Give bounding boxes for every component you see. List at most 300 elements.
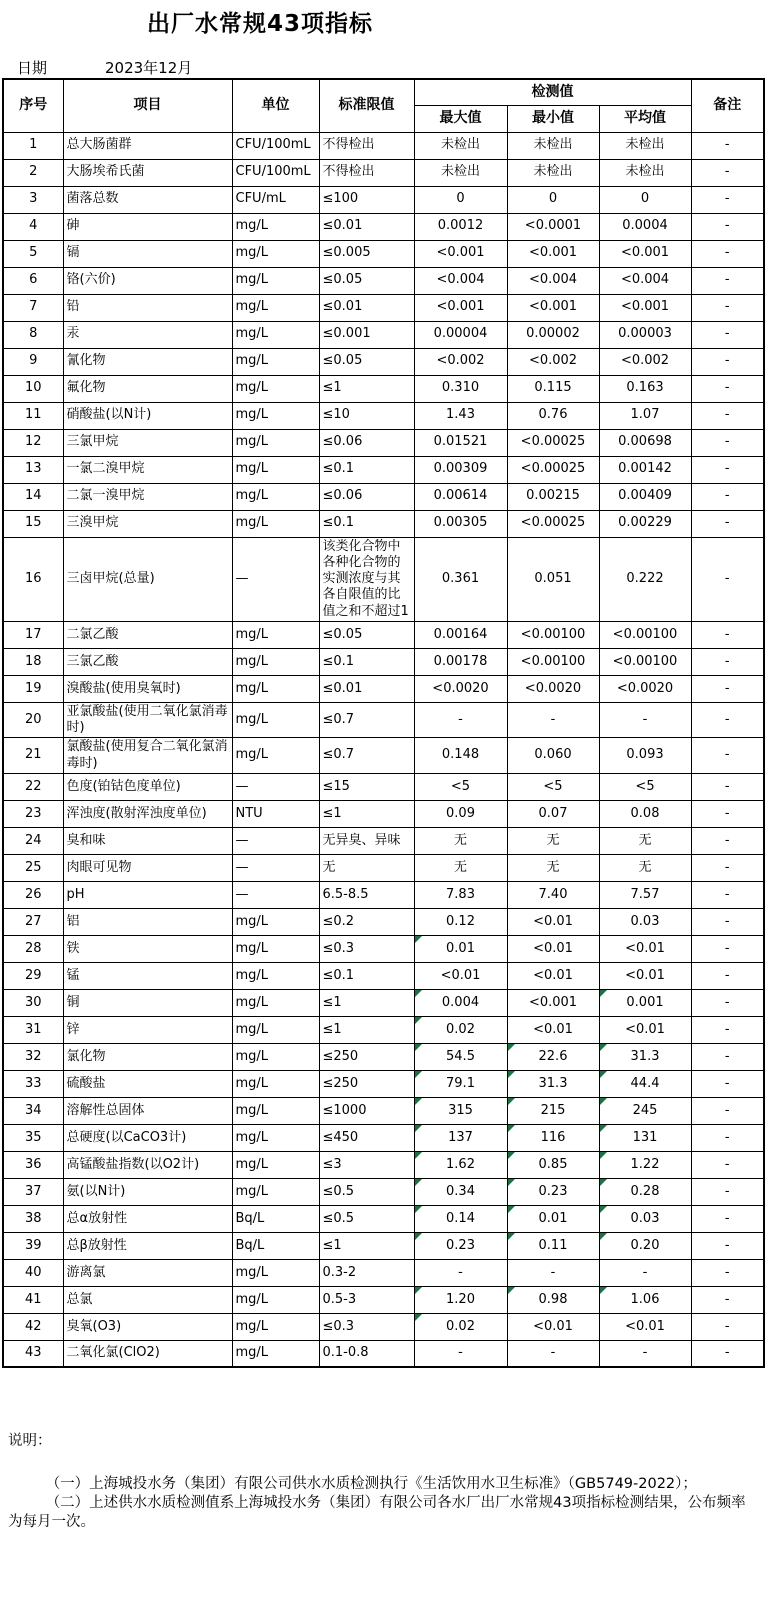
cell-limit: 6.5-8.5 — [319, 881, 414, 908]
table-row — [3, 800, 764, 827]
table-row — [3, 1286, 764, 1313]
table-row — [3, 537, 764, 621]
header-limit: 标准限值 — [319, 79, 414, 132]
cell-limit: ≤100 — [319, 186, 414, 213]
cell-avg: <0.01 — [599, 1016, 691, 1043]
cell-item: 总氯 — [63, 1286, 232, 1313]
table-row — [3, 132, 764, 159]
table-row — [3, 456, 764, 483]
cell-min: <0.00025 — [507, 456, 599, 483]
cell-max: - — [414, 702, 507, 738]
cell-max: 0.34 — [414, 1178, 507, 1205]
cell-no: 42 — [3, 1313, 63, 1340]
table-row — [3, 1016, 764, 1043]
cell-unit: mg/L — [232, 240, 319, 267]
excel-flag-triangle-icon — [415, 1125, 422, 1132]
cell-max: 0.361 — [414, 537, 507, 621]
cell-avg: 0.222 — [599, 537, 691, 621]
cell-item: 氯酸盐(使用复合二氧化氯消毒时) — [63, 738, 232, 774]
cell-remark: - — [691, 1151, 764, 1178]
cell-unit: mg/L — [232, 738, 319, 774]
notes-label: 说明： — [8, 1433, 52, 1449]
cell-max: 0.00164 — [414, 621, 507, 648]
cell-unit: — — [232, 881, 319, 908]
cell-no: 40 — [3, 1259, 63, 1286]
cell-limit: ≤1 — [319, 989, 414, 1016]
cell-avg: 44.4 — [599, 1070, 691, 1097]
cell-no: 15 — [3, 510, 63, 537]
table-row — [3, 1124, 764, 1151]
cell-avg: 0.03 — [599, 908, 691, 935]
cell-max: 0.004 — [414, 989, 507, 1016]
table-row — [3, 1313, 764, 1340]
cell-max: <0.01 — [414, 962, 507, 989]
cell-unit: mg/L — [232, 1016, 319, 1043]
cell-avg: 0.03 — [599, 1205, 691, 1232]
table-row — [3, 702, 764, 738]
cell-min: 0.115 — [507, 375, 599, 402]
cell-item: 氨(以N计) — [63, 1178, 232, 1205]
cell-limit: ≤0.1 — [319, 962, 414, 989]
cell-no: 38 — [3, 1205, 63, 1232]
cell-avg: 0.001 — [599, 989, 691, 1016]
cell-min: 0 — [507, 186, 599, 213]
cell-item: 总硬度(以CaCO3计) — [63, 1124, 232, 1151]
cell-remark: - — [691, 510, 764, 537]
cell-remark: - — [691, 240, 764, 267]
cell-limit: ≤0.3 — [319, 935, 414, 962]
cell-unit: mg/L — [232, 621, 319, 648]
cell-max: <0.0020 — [414, 675, 507, 702]
cell-unit: mg/L — [232, 962, 319, 989]
cell-item: 色度(铂钴色度单位) — [63, 773, 232, 800]
excel-flag-triangle-icon — [415, 1044, 422, 1051]
excel-flag-triangle-icon — [415, 1179, 422, 1186]
cell-limit: ≤0.001 — [319, 321, 414, 348]
cell-max: 54.5 — [414, 1043, 507, 1070]
cell-item: 铬(六价) — [63, 267, 232, 294]
cell-unit: mg/L — [232, 1151, 319, 1178]
cell-avg: 0.00142 — [599, 456, 691, 483]
cell-remark: - — [691, 537, 764, 621]
table-row — [3, 738, 764, 774]
cell-no: 18 — [3, 648, 63, 675]
cell-no: 11 — [3, 402, 63, 429]
cell-no: 10 — [3, 375, 63, 402]
cell-item: 氯化物 — [63, 1043, 232, 1070]
cell-remark: - — [691, 321, 764, 348]
header-remark: 备注 — [691, 79, 764, 132]
cell-remark: - — [691, 1259, 764, 1286]
cell-no: 37 — [3, 1178, 63, 1205]
cell-max: 0.00614 — [414, 483, 507, 510]
cell-max: 0.0012 — [414, 213, 507, 240]
cell-avg: 1.06 — [599, 1286, 691, 1313]
header-unit: 单位 — [232, 79, 319, 132]
cell-min: <0.01 — [507, 908, 599, 935]
cell-max: 1.62 — [414, 1151, 507, 1178]
cell-max: 0.00305 — [414, 510, 507, 537]
cell-limit: ≤0.1 — [319, 648, 414, 675]
cell-remark: - — [691, 1232, 764, 1259]
table-row — [3, 1043, 764, 1070]
table-row — [3, 483, 764, 510]
cell-min: <0.001 — [507, 240, 599, 267]
cell-remark: - — [691, 738, 764, 774]
cell-unit: mg/L — [232, 648, 319, 675]
cell-min: <0.01 — [507, 935, 599, 962]
cell-item: 浑浊度(散射浑浊度单位) — [63, 800, 232, 827]
excel-flag-triangle-icon — [600, 1071, 607, 1078]
cell-unit: mg/L — [232, 1178, 319, 1205]
notes-section — [8, 1432, 760, 1532]
table-row — [3, 935, 764, 962]
excel-flag-triangle-icon — [508, 1125, 515, 1132]
cell-no: 6 — [3, 267, 63, 294]
excel-flag-triangle-icon — [508, 1152, 515, 1159]
cell-avg: 0 — [599, 186, 691, 213]
cell-limit: 0.5-3 — [319, 1286, 414, 1313]
cell-unit: mg/L — [232, 675, 319, 702]
cell-no: 31 — [3, 1016, 63, 1043]
header-avg: 平均值 — [599, 105, 691, 132]
cell-limit: ≤250 — [319, 1043, 414, 1070]
table-body — [3, 132, 764, 1367]
cell-remark: - — [691, 132, 764, 159]
excel-flag-triangle-icon — [415, 1287, 422, 1294]
cell-max: 1.20 — [414, 1286, 507, 1313]
cell-avg: <0.01 — [599, 1313, 691, 1340]
cell-item: 总β放射性 — [63, 1232, 232, 1259]
cell-max: 0.01521 — [414, 429, 507, 456]
excel-flag-triangle-icon — [600, 1152, 607, 1159]
cell-min: - — [507, 1340, 599, 1367]
cell-min: 0.01 — [507, 1205, 599, 1232]
excel-flag-triangle-icon — [508, 1044, 515, 1051]
cell-remark: - — [691, 213, 764, 240]
cell-avg: 0.20 — [599, 1232, 691, 1259]
cell-avg: 245 — [599, 1097, 691, 1124]
cell-avg: <0.00100 — [599, 621, 691, 648]
table-row — [3, 1070, 764, 1097]
cell-unit: mg/L — [232, 1259, 319, 1286]
cell-limit: 该类化合物中各种化合物的实测浓度与其各自限值的比值之和不超过1 — [319, 537, 414, 621]
cell-min: 未检出 — [507, 132, 599, 159]
cell-no: 3 — [3, 186, 63, 213]
excel-flag-triangle-icon — [508, 1179, 515, 1186]
cell-unit: mg/L — [232, 456, 319, 483]
cell-remark: - — [691, 1070, 764, 1097]
cell-min: <0.00100 — [507, 648, 599, 675]
cell-max: 0.12 — [414, 908, 507, 935]
cell-min: <0.0020 — [507, 675, 599, 702]
cell-no: 20 — [3, 702, 63, 738]
cell-remark: - — [691, 854, 764, 881]
cell-item: 氟化物 — [63, 375, 232, 402]
cell-remark: - — [691, 773, 764, 800]
cell-max: 0.00004 — [414, 321, 507, 348]
table-row — [3, 267, 764, 294]
cell-avg: 无 — [599, 827, 691, 854]
table-row — [3, 908, 764, 935]
cell-unit: Bq/L — [232, 1205, 319, 1232]
date-label: 日期 — [17, 59, 48, 77]
cell-remark: - — [691, 267, 764, 294]
cell-item: 三氯甲烷 — [63, 429, 232, 456]
header-no: 序号 — [3, 79, 63, 132]
cell-limit: 无异臭、异味 — [319, 827, 414, 854]
cell-limit: 0.3-2 — [319, 1259, 414, 1286]
cell-item: 三溴甲烷 — [63, 510, 232, 537]
cell-unit: — — [232, 773, 319, 800]
cell-item: 三卤甲烷(总量) — [63, 537, 232, 621]
cell-avg: - — [599, 702, 691, 738]
cell-item: 臭氧(O3) — [63, 1313, 232, 1340]
cell-min: <0.0001 — [507, 213, 599, 240]
cell-max: <0.002 — [414, 348, 507, 375]
cell-max: 0.14 — [414, 1205, 507, 1232]
cell-avg: 1.22 — [599, 1151, 691, 1178]
cell-avg: <5 — [599, 773, 691, 800]
cell-max: 0.23 — [414, 1232, 507, 1259]
cell-unit: mg/L — [232, 321, 319, 348]
cell-avg: 31.3 — [599, 1043, 691, 1070]
cell-avg: 未检出 — [599, 132, 691, 159]
cell-min: <0.01 — [507, 1313, 599, 1340]
cell-limit: ≤1 — [319, 375, 414, 402]
header-item: 项目 — [63, 79, 232, 132]
cell-min: 0.23 — [507, 1178, 599, 1205]
cell-no: 22 — [3, 773, 63, 800]
cell-unit: CFU/100mL — [232, 159, 319, 186]
cell-remark: - — [691, 1178, 764, 1205]
cell-remark: - — [691, 402, 764, 429]
cell-limit: ≤0.7 — [319, 738, 414, 774]
cell-no: 39 — [3, 1232, 63, 1259]
cell-item: 硫酸盐 — [63, 1070, 232, 1097]
table-row — [3, 773, 764, 800]
excel-flag-triangle-icon — [415, 1071, 422, 1078]
cell-limit: ≤0.06 — [319, 429, 414, 456]
cell-max: 无 — [414, 854, 507, 881]
cell-item: 大肠埃希氏菌 — [63, 159, 232, 186]
cell-remark: - — [691, 935, 764, 962]
cell-unit: — — [232, 827, 319, 854]
cell-max: 1.43 — [414, 402, 507, 429]
cell-item: 铜 — [63, 989, 232, 1016]
excel-flag-triangle-icon — [415, 936, 422, 943]
cell-min: <0.01 — [507, 962, 599, 989]
cell-remark: - — [691, 702, 764, 738]
cell-max: 0.02 — [414, 1016, 507, 1043]
cell-max: 0 — [414, 186, 507, 213]
cell-item: 锰 — [63, 962, 232, 989]
header-min: 最小值 — [507, 105, 599, 132]
cell-item: 总α放射性 — [63, 1205, 232, 1232]
cell-no: 24 — [3, 827, 63, 854]
cell-max: 0.00309 — [414, 456, 507, 483]
cell-max: 未检出 — [414, 132, 507, 159]
cell-no: 32 — [3, 1043, 63, 1070]
cell-item: 臭和味 — [63, 827, 232, 854]
cell-avg: 0.00229 — [599, 510, 691, 537]
cell-avg: 0.0004 — [599, 213, 691, 240]
cell-no: 17 — [3, 621, 63, 648]
excel-flag-triangle-icon — [415, 990, 422, 997]
table-row — [3, 294, 764, 321]
note-1: （一）上海城投水务（集团）有限公司供水水质检测执行《生活饮用水卫生标准》（GB5749-2022）； — [45, 1476, 697, 1492]
cell-item: 游离氯 — [63, 1259, 232, 1286]
excel-flag-triangle-icon — [600, 1125, 607, 1132]
cell-limit: ≤0.3 — [319, 1313, 414, 1340]
cell-item: 铝 — [63, 908, 232, 935]
cell-limit: ≤0.005 — [319, 240, 414, 267]
cell-min: 0.11 — [507, 1232, 599, 1259]
excel-flag-triangle-icon — [508, 1233, 515, 1240]
excel-flag-triangle-icon — [508, 1071, 515, 1078]
cell-avg: <0.00100 — [599, 648, 691, 675]
table-row — [3, 213, 764, 240]
cell-no: 16 — [3, 537, 63, 621]
cell-remark: - — [691, 800, 764, 827]
table-row — [3, 648, 764, 675]
cell-avg: 0.08 — [599, 800, 691, 827]
excel-flag-triangle-icon — [415, 1206, 422, 1213]
cell-unit: mg/L — [232, 402, 319, 429]
excel-flag-triangle-icon — [600, 1233, 607, 1240]
cell-limit: ≤15 — [319, 773, 414, 800]
cell-avg: 0.00003 — [599, 321, 691, 348]
cell-unit: mg/L — [232, 989, 319, 1016]
page-title: 出厂水常规43项指标 — [146, 11, 373, 37]
cell-no: 1 — [3, 132, 63, 159]
cell-item: 二氧化氯(ClO2) — [63, 1340, 232, 1367]
cell-avg: 未检出 — [599, 159, 691, 186]
cell-limit: ≤0.05 — [319, 267, 414, 294]
cell-max: 315 — [414, 1097, 507, 1124]
cell-unit: mg/L — [232, 1340, 319, 1367]
table-row — [3, 1205, 764, 1232]
cell-limit: ≤0.01 — [319, 213, 414, 240]
cell-no: 33 — [3, 1070, 63, 1097]
date-value: 2023年12月 — [105, 59, 193, 77]
cell-remark: - — [691, 1313, 764, 1340]
table-row — [3, 348, 764, 375]
cell-unit: mg/L — [232, 213, 319, 240]
cell-item: 铅 — [63, 294, 232, 321]
excel-flag-triangle-icon — [415, 1152, 422, 1159]
excel-flag-triangle-icon — [600, 1044, 607, 1051]
cell-no: 43 — [3, 1340, 63, 1367]
cell-remark: - — [691, 621, 764, 648]
cell-unit: mg/L — [232, 267, 319, 294]
cell-limit: ≤0.05 — [319, 621, 414, 648]
cell-item: 亚氯酸盐(使用二氧化氯消毒时) — [63, 702, 232, 738]
table-row — [3, 510, 764, 537]
excel-flag-triangle-icon — [600, 1098, 607, 1105]
cell-unit: CFU/mL — [232, 186, 319, 213]
cell-avg: 131 — [599, 1124, 691, 1151]
cell-avg: 0.093 — [599, 738, 691, 774]
cell-remark: - — [691, 1016, 764, 1043]
cell-min: <0.002 — [507, 348, 599, 375]
date-row — [17, 57, 192, 78]
cell-limit: ≤0.7 — [319, 702, 414, 738]
cell-no: 2 — [3, 159, 63, 186]
cell-remark: - — [691, 483, 764, 510]
cell-min: <0.01 — [507, 1016, 599, 1043]
table-row — [3, 1259, 764, 1286]
cell-avg: 1.07 — [599, 402, 691, 429]
cell-remark: - — [691, 962, 764, 989]
cell-min: 0.85 — [507, 1151, 599, 1178]
indicators-table — [2, 78, 765, 1368]
excel-flag-triangle-icon — [508, 1287, 515, 1294]
cell-avg: <0.001 — [599, 294, 691, 321]
cell-item: 铁 — [63, 935, 232, 962]
cell-unit: mg/L — [232, 429, 319, 456]
cell-remark: - — [691, 375, 764, 402]
table-row — [3, 881, 764, 908]
cell-limit: ≤250 — [319, 1070, 414, 1097]
cell-remark: - — [691, 429, 764, 456]
cell-remark: - — [691, 1340, 764, 1367]
cell-max: 0.148 — [414, 738, 507, 774]
table-row — [3, 1340, 764, 1367]
cell-remark: - — [691, 989, 764, 1016]
table-row — [3, 827, 764, 854]
cell-remark: - — [691, 456, 764, 483]
cell-item: 氰化物 — [63, 348, 232, 375]
cell-unit: Bq/L — [232, 1232, 319, 1259]
cell-min: 31.3 — [507, 1070, 599, 1097]
cell-max: <0.001 — [414, 240, 507, 267]
cell-avg: <0.01 — [599, 962, 691, 989]
cell-item: 硝酸盐(以N计) — [63, 402, 232, 429]
cell-limit: ≤0.01 — [319, 294, 414, 321]
cell-avg: - — [599, 1259, 691, 1286]
cell-min: 0.76 — [507, 402, 599, 429]
cell-limit: ≤1 — [319, 1232, 414, 1259]
cell-no: 23 — [3, 800, 63, 827]
cell-item: 镉 — [63, 240, 232, 267]
cell-no: 27 — [3, 908, 63, 935]
cell-no: 12 — [3, 429, 63, 456]
cell-remark: - — [691, 348, 764, 375]
cell-avg: 0.00698 — [599, 429, 691, 456]
cell-min: 0.00002 — [507, 321, 599, 348]
cell-item: 砷 — [63, 213, 232, 240]
excel-flag-triangle-icon — [415, 1098, 422, 1105]
cell-unit: CFU/100mL — [232, 132, 319, 159]
cell-no: 14 — [3, 483, 63, 510]
cell-item: 总大肠菌群 — [63, 132, 232, 159]
excel-flag-triangle-icon — [415, 1017, 422, 1024]
cell-min: 116 — [507, 1124, 599, 1151]
cell-no: 9 — [3, 348, 63, 375]
cell-limit: 不得检出 — [319, 159, 414, 186]
cell-min: 无 — [507, 827, 599, 854]
cell-max: 0.00178 — [414, 648, 507, 675]
cell-max: 7.83 — [414, 881, 507, 908]
table-row — [3, 1232, 764, 1259]
cell-max: 0.310 — [414, 375, 507, 402]
cell-max: 未检出 — [414, 159, 507, 186]
cell-unit: mg/L — [232, 510, 319, 537]
cell-max: - — [414, 1340, 507, 1367]
cell-limit: ≤0.2 — [319, 908, 414, 935]
cell-item: 二氯乙酸 — [63, 621, 232, 648]
